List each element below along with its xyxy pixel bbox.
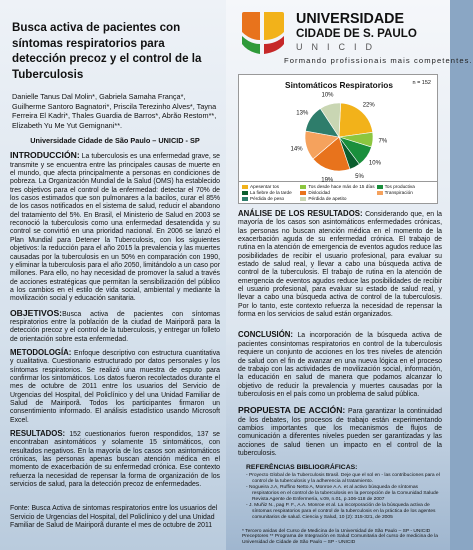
legend-label: Tos productiva	[384, 184, 415, 189]
methodology-heading: METODOLOGÍA:	[10, 347, 72, 357]
pie-chart	[239, 75, 439, 183]
poster-title: Busca activa de pacientes con síntomas respiratorios para detección precoz y el control de la Tuberculosis	[12, 21, 202, 81]
slice-value-label: 19%	[321, 177, 334, 184]
proposal-section	[238, 406, 446, 458]
slice-value-label: 10%	[368, 160, 381, 167]
analysis-heading: ANÁLISE DE LOS RESULTADOS:	[238, 209, 363, 218]
reference-item: - J. Muñiz N., pag P. F., A.A. Monroe et al. La incorporación de la búsqueda activa de síntomas respiratorios para el control de la tuberculosis en la práctica de los agentes comunitarios de salud. Ciencia y Salud, 10 (2): 315-321, de 2005	[246, 502, 436, 520]
university-logo	[238, 0, 473, 74]
slice-value-label: 5%	[355, 173, 364, 180]
legend-item	[377, 190, 433, 195]
proposal-text: Para garantizar la continuidad de los debates, los procesos de trabajo están experimentando cambios importantes que los mecanismos de flujos de comunicación a diferentes niveles pueden ser garantizadas y las acciones de salud tienen un impacto en el control de la tuberculosis.	[238, 408, 442, 457]
legend-swatch	[242, 185, 248, 189]
slice-value-label: 7%	[378, 138, 388, 145]
legend-label: Pérdida de peso	[250, 196, 285, 201]
references-heading: REFERÊNCIAS BIBLIOGRÁFICAS:	[246, 464, 358, 472]
introduction-heading: INTRODUCCIÓN:	[10, 150, 80, 161]
objectives-heading: OBJETIVOS:	[10, 307, 63, 318]
legend-swatch	[377, 185, 383, 189]
legend-item	[377, 184, 433, 189]
legend-label: Transpiración	[384, 190, 413, 195]
analysis-section	[238, 210, 446, 319]
legend-item	[300, 196, 374, 201]
conclusion-text: La incorporación de la búsqueda activa de pacientes consintomas respiratorios en control de la tuberculosis requiere un conjunto de acciones en los tres niveles de atención de salud con el fin de avanzar en una nueva lógica en el proceso de trabajo con las actividades de movilización social, información, la educación en salud de manera que podamos alcanzar lo objetivo de reducir la prevalencia y muertes causadas por la tuberculosis en el país como un problema de salud pública.	[238, 332, 442, 398]
proposal-heading: PROPUESTA DE ACCIÓN:	[238, 405, 346, 416]
legend-swatch	[300, 197, 306, 201]
unicid-logo-icon	[238, 10, 288, 56]
affiliation: Universidade Cidade de São Paulo – UNICID - SP	[30, 136, 200, 146]
author-list: Danielle Tanus Dal Molin*, Gabriela Samaha França*, Guilherme Santoro Bagnatori*, Priscila Terezinho Alves*, Tayna Ferreira El Kadri*, Thales Guardia de Barros*, Abrão Restom**, Elizabeth Yu Me Yut Gemignani**.	[12, 92, 217, 130]
source-note: Fonte: Busca Activa de sintomas respiratorios entre los usuarios del Servicio de Urgencias del Hospital, del Policlínico y del una Unidad Familiar de Salud de Mairiporã durante el mes de octubre de 2011	[10, 505, 218, 529]
chart-legend	[238, 182, 438, 204]
left-column	[0, 0, 226, 550]
footer-note: * Tercero anidas del Curso de Medicina de la Universidad de São Paulo – SP - UNICID Preceptores ** Programa de Integración en Salud Comunitaria del curso de medicina de la Universidad de Cidade de São Paulo – SP - UNICID	[242, 528, 439, 546]
pie-chart-panel	[238, 74, 438, 182]
logo-tagline: Formando profissionais mais competentes.	[284, 56, 473, 65]
logo-city-name: CIDADE DE S. PAULO	[296, 27, 417, 40]
reference-item: - Nogueira J.A, Ruffino Netto A, Monroe A.A. et al activo búsqueda de síntomas respiratorios en el control de la tuberculosis en la percepción de la Comunidad Salude Revista Agente de Enfermería, v.09, n.01, p.106-118 de 2007	[246, 485, 439, 502]
references-list	[238, 473, 446, 520]
introduction-text: La tuberculosis es una enfermedad grave, se transmite y se encuentra entre las principales causas de muerte en el mundo, que afecta principalmente a personas en condiciones de pobreza. La Organización Mundial de la Salud (OMS) ha establecido tres objetivos para el control de la enfermedad: detectar el 70% de los casos estimados que son pulmonares a la bacilos, curar el 85% de los casos notificados en el sistema de salud, reducir el abandono del tratamiento del 5%. En Brasil, el Ministerio de Salud en 2003 se reconoció la tuberculosis como una enfermedad desatendida y su control se convirtió en una prioridad nacional. En 2006 se lanzó el Plan Mundial para Detener la Tuberculosis, con los siguientes objetivos: la reducción para el año 2015 la prevalencia y las muertes causadas por la tuberculosis en un 50% en comparación con 1990, y eliminar la tuberculosis para el año 2050, limitándolo a un caso por millones. Para ello, no hay necesidad de promover la salud a través de acciones estratégicas que permitan la sensibilización del público a los cambios en el estilo de vida social, ambiental y mediante la movilización social y educación sanitaria.	[10, 153, 220, 303]
legend-label: Tos desde hace más de 15 días	[308, 184, 375, 189]
chart-sample-size: n = 152	[412, 80, 431, 86]
legend-swatch	[300, 191, 306, 195]
legend-swatch	[242, 197, 248, 201]
legend-swatch	[300, 185, 306, 189]
conclusion-heading: CONCLUSIÓN:	[238, 330, 294, 340]
methodology-text: Enfoque descriptivo con estructura cuantitativa y cualitativa. Cuestionario estructurado por datos personales y los síntomas respiratorios. Se realizó una muestra de esputo para confirmar los sintomáticos. Los datos fueron recolectados durante el mes de octubre de 2011 entre los usuarios del Servicio de Urgencias del Hospital, del Policlínico y del una Unidad Familiar de Salud de Mairiporã. Todos los participantes firmaron un consentimiento informado. El análisis estadístico usando Microsoft Excel.	[10, 349, 220, 424]
legend-item	[300, 190, 374, 195]
chart-title: Sintomáticos Respiratorios	[285, 80, 393, 90]
legend-swatch	[242, 191, 248, 195]
slice-value-label: 14%	[290, 146, 303, 153]
reference-item: - Proyecto Global de la Tuberculosis Brasil. Deje que el sol en - las contribuciones para el control de la tuberculosis y la adherencia al tratamiento.	[246, 473, 440, 485]
legend-label: Pérdida de apetito	[308, 196, 347, 201]
slice-value-label: 10%	[321, 92, 334, 99]
slice-value-label: 13%	[296, 110, 309, 117]
objectives-text: Busca activa de pacientes con síntomas respiratorios entre la población de la ciudad de Mairiporã para la detección precoz y el control de la tuberculosis, y entregar un folleto de orientación sobre esta enfermedad.	[10, 310, 220, 343]
introduction-section	[10, 151, 220, 303]
legend-label: Apesentar tos	[250, 184, 279, 189]
results-section	[10, 430, 220, 489]
objectives-section	[10, 309, 220, 344]
analysis-text: Considerando que, en la mayoría de los casos son asintomáticos enfermedades crónicas, las personas no buscan atención médica en el momento de la exacerbación aguda de su enfermedad crónica. El trabajo de rutina en la atención de emergencia de eventos agudos reduce las posibilidades de recibir el usuario profesional, para evaluar su estado de salud real, y llevar a cabo una búsqueda activa de control de la tuberculosis. El trabajo de rutina en la atención de emergencia de eventos agudos reduce las posibilidades de recibir el usuario profesional, para evaluar su estado de salud real, y llevar a cabo una búsqueda activa de control de la tuberculosis. Por lo tanto, este contexto refuerza la necesidad de repensar la forma en los servicios de salud están organizados.	[238, 211, 442, 319]
logo-university-name: UNIVERSIDADE	[296, 11, 405, 27]
conclusion-section	[238, 331, 446, 399]
legend-item	[242, 184, 298, 189]
legend-item	[300, 184, 374, 189]
results-text: 152 cuestionarios fueron respondidos, 137 se encontraban asintomáticos y solamente 15 sintomáticos, con resultados negativos. En la mayoría de los casos son asintomáticos crónicas, las personas apenas buscan atención médica en el momento de exacerbación de su enfermedad crónica. Ese contexto refuerza la necesidad de repensar la forma de organización de los servicios de salud, para la detección precoz de enfermedades.	[10, 431, 220, 489]
legend-swatch	[377, 191, 383, 195]
methodology-section	[10, 349, 220, 425]
right-column	[226, 0, 473, 550]
slice-value-label: 22%	[362, 102, 375, 109]
legend-label: La fiebre de la tarde	[250, 190, 292, 195]
legend-item	[242, 190, 298, 195]
results-heading: RESULTADOS:	[10, 429, 66, 439]
logo-unicid-text: UNICID	[296, 42, 381, 52]
legend-label: Dislocidad	[308, 190, 331, 195]
legend-item	[242, 196, 298, 201]
